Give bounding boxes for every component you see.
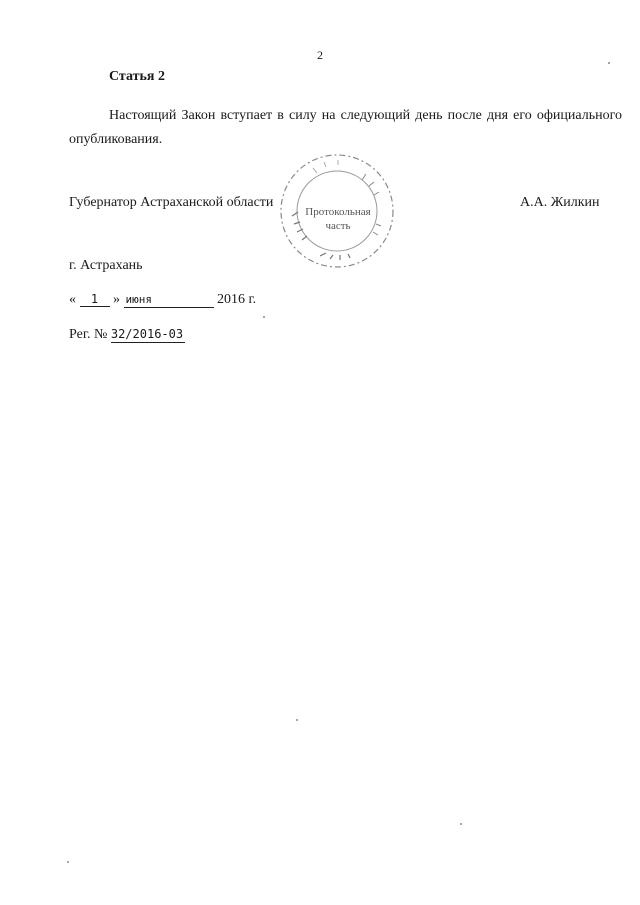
article-text: Настоящий Закон вступает в силу на следующий день после дня его официального опубликования. [69,108,622,147]
date-year: 2016 г. [217,292,257,307]
date-close-quote: » [113,292,120,307]
city: г. Астрахань [69,258,143,273]
registration-label: Рег. № [69,327,108,342]
registration-number: 32/2016-03 [110,327,184,341]
registration-line [69,327,185,343]
scan-speck [67,861,69,863]
scan-speck [460,823,462,825]
signatory-name: А.А. Жилкин [520,195,600,210]
date-month: июня [124,293,214,308]
date-open-quote: « [69,292,76,307]
scan-speck [608,62,610,64]
signatory-position: Губернатор Астраханской области [69,195,274,210]
date-line [69,292,256,308]
stamp-line-2: часть [325,220,351,232]
stamp-line-1: Протокольная [305,206,371,218]
scan-speck [296,719,298,721]
article-heading: Статья 2 [109,69,165,84]
page-number: 2 [317,48,323,62]
scan-speck [263,316,265,318]
date-day: 1 [80,292,110,307]
stamp-inner-text [292,205,384,233]
